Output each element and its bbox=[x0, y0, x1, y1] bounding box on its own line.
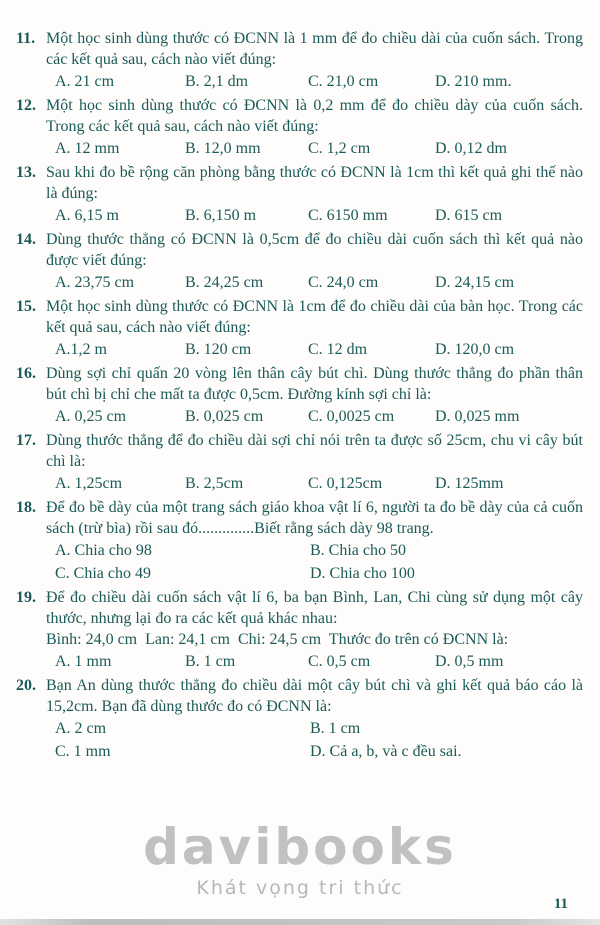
answer-option: B. 2,5cm bbox=[185, 475, 244, 492]
watermark-brand-logo: davibooks bbox=[143, 818, 457, 876]
question-body bbox=[46, 363, 583, 427]
answer-option: C. 0,125cm bbox=[308, 475, 383, 492]
question-text: Để đo bề dày của một trang sách giáo khoa vật lí 6, người ta đo bề dày của cả cuốn sách (trừ bìa) rồi sau đó..............Biết rằng sách dày 98 trang. bbox=[46, 499, 583, 537]
answer-option: D. 0,025 mm bbox=[435, 408, 520, 425]
answer-option: C. 0,5 cm bbox=[308, 653, 371, 670]
question-text: Dùng thước thẳng để đo chiều dài sợi chỉ nói trên ta được số 25cm, chu vi cây bút chì là: bbox=[46, 432, 583, 470]
question-body bbox=[46, 430, 583, 494]
watermark bbox=[0, 818, 600, 899]
answer-option: D. 210 mm. bbox=[435, 73, 512, 90]
answer-option: C. 1,2 cm bbox=[308, 140, 371, 157]
answer-option: B. 6,150 m bbox=[185, 207, 257, 224]
answer-option: A. 1 mm bbox=[55, 653, 112, 670]
question-item bbox=[16, 430, 583, 494]
question-options bbox=[46, 205, 583, 226]
answer-option: D. 0,12 dm bbox=[435, 140, 507, 157]
question-number: 20. bbox=[16, 677, 36, 694]
answer-option: B. 1 cm bbox=[310, 720, 361, 737]
question-body bbox=[46, 675, 583, 762]
answer-option: A. Chia cho 98 bbox=[55, 542, 152, 559]
question-number: 16. bbox=[16, 365, 36, 382]
answer-option: D. 0,5 mm bbox=[435, 653, 504, 670]
question-item bbox=[16, 497, 583, 584]
page-number: 11 bbox=[553, 896, 568, 912]
question-number: 13. bbox=[16, 164, 36, 181]
question-options bbox=[46, 272, 583, 293]
question-number: 18. bbox=[16, 499, 36, 516]
answer-option: C. 0,0025 cm bbox=[308, 408, 395, 425]
answer-option: B. 12,0 mm bbox=[185, 140, 261, 157]
question-number: 17. bbox=[16, 432, 36, 449]
question-extra-line: Bình: 24,0 cm Lan: 24,1 cm Chi: 24,5 cm Thước đo trên có ĐCNN là: bbox=[46, 631, 509, 648]
answer-option: A. 1,25cm bbox=[55, 475, 123, 492]
question-item bbox=[16, 675, 583, 762]
question-text: Để đo chiều dài cuốn sách vật lí 6, ba bạn Bình, Lan, Chi cùng sử dụng một cây thước, nhưng lại đo ra các kết quả khác nhau: bbox=[46, 589, 583, 627]
question-options bbox=[46, 406, 583, 427]
question-options bbox=[46, 718, 583, 762]
answer-option: A. 21 cm bbox=[55, 73, 115, 90]
question-options bbox=[46, 473, 583, 494]
answer-option: A. 0,25 cm bbox=[55, 408, 127, 425]
question-options bbox=[46, 138, 583, 159]
question-text: Một học sinh dùng thước có ĐCNN là 1 mm để đo chiều dài của cuốn sách. Trong các kết quả sau, cách nào viết đúng: bbox=[46, 30, 583, 68]
question-text: Sau khi đo bề rộng căn phòng bằng thước có ĐCNN là 1cm thì kết quả ghi thế nào là đúng: bbox=[46, 164, 583, 202]
question-text: Một học sinh dùng thước có ĐCNN là 1cm để đo chiều dài của bàn học. Trong các kết quả sau, cách nào viết đúng: bbox=[46, 298, 583, 336]
answer-option: B. 2,1 dm bbox=[185, 73, 249, 90]
scan-edge-shadow bbox=[0, 919, 600, 925]
question-item bbox=[16, 363, 583, 427]
answer-option: B. Chia cho 50 bbox=[310, 542, 406, 559]
answer-option: C. 12 dm bbox=[308, 341, 368, 358]
answer-option: C. Chia cho 49 bbox=[55, 565, 151, 582]
question-item bbox=[16, 587, 583, 672]
question-item bbox=[16, 28, 583, 92]
answer-option: D. 125mm bbox=[435, 475, 504, 492]
answer-option: B. 120 cm bbox=[185, 341, 252, 358]
question-item bbox=[16, 162, 583, 226]
question-options bbox=[46, 339, 583, 360]
question-number: 14. bbox=[16, 231, 36, 248]
answer-option: B. 24,25 cm bbox=[185, 274, 264, 291]
question-text: Dùng sợi chỉ quấn 20 vòng lên thân cây bút chì. Dùng thước thẳng đo phần thân bút chì bị chỉ che mất ta được 0,5cm. Đường kính sợi chỉ là: bbox=[46, 365, 583, 403]
question-text: Dùng thước thẳng có ĐCNN là 0,5cm để đo chiều dài cuốn sách thì kết quả nào được viết đúng: bbox=[46, 231, 583, 269]
question-body bbox=[46, 162, 583, 226]
answer-option: A. 6,15 m bbox=[55, 207, 119, 224]
question-options bbox=[46, 651, 583, 672]
question-body bbox=[46, 296, 583, 360]
answer-option: D. 24,15 cm bbox=[435, 274, 515, 291]
question-number: 12. bbox=[16, 97, 36, 114]
question-item bbox=[16, 229, 583, 293]
question-body bbox=[46, 587, 583, 672]
question-item bbox=[16, 296, 583, 360]
question-body bbox=[46, 28, 583, 92]
question-text: Một học sinh dùng thước có ĐCNN là 0,2 mm để đo chiều dày của cuốn sách. Trong các kết quả sau, cách nào viết đúng: bbox=[46, 97, 583, 135]
question-body bbox=[46, 229, 583, 293]
question-number: 15. bbox=[16, 298, 36, 315]
answer-option: B. 1 cm bbox=[185, 653, 236, 670]
question-number: 19. bbox=[16, 589, 36, 606]
answer-option: A. 12 mm bbox=[55, 140, 120, 157]
question-body bbox=[46, 95, 583, 159]
answer-option: C. 24,0 cm bbox=[308, 274, 379, 291]
answer-option: D. Chia cho 100 bbox=[310, 565, 415, 582]
question-options bbox=[46, 540, 583, 584]
question-number: 11. bbox=[16, 30, 36, 47]
answer-option: C. 21,0 cm bbox=[308, 73, 379, 90]
answer-option: B. 0,025 cm bbox=[185, 408, 264, 425]
question-body bbox=[46, 497, 583, 584]
question-text: Bạn An dùng thước thẳng đo chiều dài một cây bút chì và ghi kết quả báo cáo là 15,2cm. Bạn đã dùng thước đo có ĐCNN là: bbox=[46, 677, 583, 715]
answer-option: C. 6150 mm bbox=[308, 207, 388, 224]
question-options bbox=[46, 71, 583, 92]
question-item bbox=[16, 95, 583, 159]
answer-option: D. 120,0 cm bbox=[435, 341, 515, 358]
answer-option: C. 1 mm bbox=[55, 743, 111, 760]
answer-option: A. 23,75 cm bbox=[55, 274, 135, 291]
answer-option: A. 2 cm bbox=[55, 720, 107, 737]
answer-option: D. Cả a, b, và c đều sai. bbox=[310, 743, 462, 760]
answer-option: A.1,2 m bbox=[55, 341, 107, 358]
answer-option: D. 615 cm bbox=[435, 207, 503, 224]
watermark-tagline: Khát vọng tri thức bbox=[196, 877, 404, 899]
